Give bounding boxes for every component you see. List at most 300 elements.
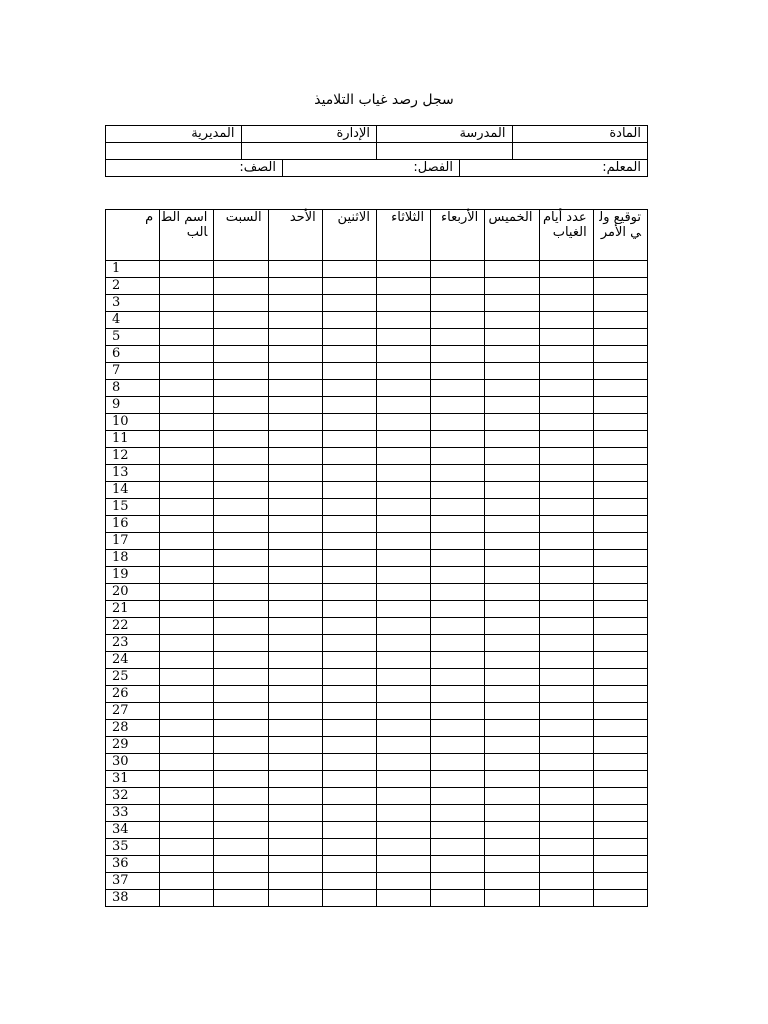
table-cell[interactable] <box>593 737 647 754</box>
table-cell[interactable] <box>431 567 485 584</box>
table-cell[interactable] <box>376 567 430 584</box>
table-cell[interactable] <box>322 567 376 584</box>
table-cell[interactable] <box>268 261 322 278</box>
table-cell[interactable] <box>268 363 322 380</box>
table-cell[interactable] <box>214 550 268 567</box>
table-cell[interactable] <box>431 329 485 346</box>
table-cell[interactable] <box>268 839 322 856</box>
table-cell[interactable] <box>539 346 593 363</box>
table-cell[interactable] <box>268 397 322 414</box>
table-cell[interactable] <box>376 261 430 278</box>
table-cell[interactable] <box>539 516 593 533</box>
table-cell[interactable] <box>539 295 593 312</box>
table-cell[interactable] <box>214 482 268 499</box>
school-value[interactable] <box>377 143 513 160</box>
table-cell[interactable] <box>160 261 214 278</box>
table-cell[interactable] <box>322 533 376 550</box>
table-cell[interactable] <box>214 652 268 669</box>
table-cell[interactable] <box>539 703 593 720</box>
table-cell[interactable] <box>268 380 322 397</box>
table-cell[interactable] <box>268 295 322 312</box>
table-cell[interactable] <box>376 720 430 737</box>
table-cell[interactable] <box>160 431 214 448</box>
table-cell[interactable] <box>593 754 647 771</box>
table-cell[interactable] <box>485 261 539 278</box>
table-cell[interactable] <box>485 686 539 703</box>
table-cell[interactable] <box>485 346 539 363</box>
table-cell[interactable] <box>268 754 322 771</box>
table-cell[interactable] <box>214 822 268 839</box>
table-cell[interactable] <box>268 652 322 669</box>
table-cell[interactable] <box>268 822 322 839</box>
administration-value[interactable] <box>241 143 377 160</box>
table-cell[interactable] <box>376 312 430 329</box>
table-cell[interactable] <box>431 635 485 652</box>
table-cell[interactable] <box>539 567 593 584</box>
table-cell[interactable] <box>160 329 214 346</box>
table-cell[interactable] <box>160 788 214 805</box>
table-cell[interactable] <box>268 805 322 822</box>
table-cell[interactable] <box>593 669 647 686</box>
table-cell[interactable] <box>485 312 539 329</box>
table-cell[interactable] <box>214 465 268 482</box>
table-cell[interactable] <box>214 448 268 465</box>
table-cell[interactable] <box>214 635 268 652</box>
table-cell[interactable] <box>376 635 430 652</box>
table-cell[interactable] <box>268 499 322 516</box>
table-cell[interactable] <box>214 363 268 380</box>
table-cell[interactable] <box>322 550 376 567</box>
table-cell[interactable] <box>322 686 376 703</box>
table-cell[interactable] <box>160 635 214 652</box>
table-cell[interactable] <box>431 771 485 788</box>
table-cell[interactable] <box>268 618 322 635</box>
table-cell[interactable] <box>485 397 539 414</box>
table-cell[interactable] <box>322 635 376 652</box>
table-cell[interactable] <box>160 295 214 312</box>
table-cell[interactable] <box>431 703 485 720</box>
table-cell[interactable] <box>160 839 214 856</box>
table-cell[interactable] <box>268 873 322 890</box>
table-cell[interactable] <box>322 754 376 771</box>
table-cell[interactable] <box>539 720 593 737</box>
table-cell[interactable] <box>322 771 376 788</box>
table-cell[interactable] <box>376 533 430 550</box>
table-cell[interactable] <box>431 312 485 329</box>
table-cell[interactable] <box>214 499 268 516</box>
table-cell[interactable] <box>485 890 539 907</box>
table-cell[interactable] <box>268 686 322 703</box>
table-cell[interactable] <box>431 397 485 414</box>
table-cell[interactable] <box>593 278 647 295</box>
table-cell[interactable] <box>593 312 647 329</box>
table-cell[interactable] <box>431 839 485 856</box>
table-cell[interactable] <box>431 856 485 873</box>
table-cell[interactable] <box>160 584 214 601</box>
table-cell[interactable] <box>214 720 268 737</box>
table-cell[interactable] <box>376 652 430 669</box>
table-cell[interactable] <box>485 567 539 584</box>
table-cell[interactable] <box>322 397 376 414</box>
table-cell[interactable] <box>322 448 376 465</box>
table-cell[interactable] <box>376 516 430 533</box>
table-cell[interactable] <box>376 686 430 703</box>
table-cell[interactable] <box>539 618 593 635</box>
table-cell[interactable] <box>322 618 376 635</box>
table-cell[interactable] <box>376 669 430 686</box>
table-cell[interactable] <box>376 431 430 448</box>
table-cell[interactable] <box>160 482 214 499</box>
table-cell[interactable] <box>376 380 430 397</box>
table-cell[interactable] <box>160 465 214 482</box>
table-cell[interactable] <box>268 771 322 788</box>
table-cell[interactable] <box>431 601 485 618</box>
table-cell[interactable] <box>431 499 485 516</box>
table-cell[interactable] <box>268 346 322 363</box>
table-cell[interactable] <box>431 754 485 771</box>
table-cell[interactable] <box>593 652 647 669</box>
table-cell[interactable] <box>160 890 214 907</box>
table-cell[interactable] <box>539 414 593 431</box>
table-cell[interactable] <box>376 397 430 414</box>
table-cell[interactable] <box>322 652 376 669</box>
table-cell[interactable] <box>593 431 647 448</box>
table-cell[interactable] <box>593 397 647 414</box>
table-cell[interactable] <box>160 703 214 720</box>
table-cell[interactable] <box>376 414 430 431</box>
table-cell[interactable] <box>268 431 322 448</box>
table-cell[interactable] <box>376 465 430 482</box>
table-cell[interactable] <box>214 856 268 873</box>
table-cell[interactable] <box>485 703 539 720</box>
table-cell[interactable] <box>322 312 376 329</box>
table-cell[interactable] <box>376 703 430 720</box>
table-cell[interactable] <box>322 414 376 431</box>
table-cell[interactable] <box>593 618 647 635</box>
table-cell[interactable] <box>539 499 593 516</box>
table-cell[interactable] <box>593 567 647 584</box>
table-cell[interactable] <box>593 346 647 363</box>
table-cell[interactable] <box>268 601 322 618</box>
table-cell[interactable] <box>322 669 376 686</box>
table-cell[interactable] <box>160 567 214 584</box>
table-cell[interactable] <box>160 601 214 618</box>
table-cell[interactable] <box>214 873 268 890</box>
table-cell[interactable] <box>431 516 485 533</box>
table-cell[interactable] <box>593 635 647 652</box>
table-cell[interactable] <box>160 822 214 839</box>
table-cell[interactable] <box>160 805 214 822</box>
table-cell[interactable] <box>431 414 485 431</box>
table-cell[interactable] <box>214 686 268 703</box>
table-cell[interactable] <box>214 414 268 431</box>
table-cell[interactable] <box>160 686 214 703</box>
table-cell[interactable] <box>268 414 322 431</box>
table-cell[interactable] <box>431 380 485 397</box>
table-cell[interactable] <box>214 312 268 329</box>
table-cell[interactable] <box>268 890 322 907</box>
table-cell[interactable] <box>214 380 268 397</box>
table-cell[interactable] <box>214 278 268 295</box>
table-cell[interactable] <box>485 805 539 822</box>
table-cell[interactable] <box>160 312 214 329</box>
table-cell[interactable] <box>376 618 430 635</box>
table-cell[interactable] <box>160 550 214 567</box>
table-cell[interactable] <box>322 329 376 346</box>
table-cell[interactable] <box>593 788 647 805</box>
table-cell[interactable] <box>376 499 430 516</box>
table-cell[interactable] <box>268 856 322 873</box>
table-cell[interactable] <box>539 448 593 465</box>
table-cell[interactable] <box>214 754 268 771</box>
table-cell[interactable] <box>431 652 485 669</box>
table-cell[interactable] <box>160 499 214 516</box>
table-cell[interactable] <box>539 397 593 414</box>
table-cell[interactable] <box>593 601 647 618</box>
table-cell[interactable] <box>485 601 539 618</box>
table-cell[interactable] <box>214 329 268 346</box>
table-cell[interactable] <box>539 278 593 295</box>
table-cell[interactable] <box>322 839 376 856</box>
table-cell[interactable] <box>485 737 539 754</box>
table-cell[interactable] <box>485 754 539 771</box>
table-cell[interactable] <box>485 278 539 295</box>
table-cell[interactable] <box>539 533 593 550</box>
table-cell[interactable] <box>593 261 647 278</box>
table-cell[interactable] <box>376 295 430 312</box>
table-cell[interactable] <box>160 618 214 635</box>
table-cell[interactable] <box>593 805 647 822</box>
table-cell[interactable] <box>539 890 593 907</box>
table-cell[interactable] <box>485 431 539 448</box>
table-cell[interactable] <box>539 686 593 703</box>
table-cell[interactable] <box>593 465 647 482</box>
table-cell[interactable] <box>539 380 593 397</box>
table-cell[interactable] <box>214 431 268 448</box>
table-cell[interactable] <box>322 584 376 601</box>
table-cell[interactable] <box>485 652 539 669</box>
table-cell[interactable] <box>160 516 214 533</box>
table-cell[interactable] <box>160 533 214 550</box>
table-cell[interactable] <box>160 669 214 686</box>
table-cell[interactable] <box>322 346 376 363</box>
table-cell[interactable] <box>376 329 430 346</box>
table-cell[interactable] <box>268 533 322 550</box>
table-cell[interactable] <box>485 856 539 873</box>
table-cell[interactable] <box>268 550 322 567</box>
table-cell[interactable] <box>322 822 376 839</box>
table-cell[interactable] <box>322 465 376 482</box>
table-cell[interactable] <box>322 788 376 805</box>
table-cell[interactable] <box>268 635 322 652</box>
table-cell[interactable] <box>593 533 647 550</box>
table-cell[interactable] <box>160 771 214 788</box>
table-cell[interactable] <box>322 261 376 278</box>
table-cell[interactable] <box>376 584 430 601</box>
table-cell[interactable] <box>322 805 376 822</box>
table-cell[interactable] <box>485 516 539 533</box>
table-cell[interactable] <box>539 788 593 805</box>
table-cell[interactable] <box>431 431 485 448</box>
table-cell[interactable] <box>485 873 539 890</box>
table-cell[interactable] <box>160 380 214 397</box>
table-cell[interactable] <box>322 295 376 312</box>
table-cell[interactable] <box>539 856 593 873</box>
table-cell[interactable] <box>214 805 268 822</box>
table-cell[interactable] <box>376 822 430 839</box>
table-cell[interactable] <box>485 771 539 788</box>
table-cell[interactable] <box>431 363 485 380</box>
table-cell[interactable] <box>268 465 322 482</box>
table-cell[interactable] <box>322 278 376 295</box>
table-cell[interactable] <box>376 448 430 465</box>
table-cell[interactable] <box>160 278 214 295</box>
table-cell[interactable] <box>160 754 214 771</box>
table-cell[interactable] <box>214 533 268 550</box>
table-cell[interactable] <box>593 363 647 380</box>
table-cell[interactable] <box>322 601 376 618</box>
table-cell[interactable] <box>593 380 647 397</box>
table-cell[interactable] <box>322 873 376 890</box>
table-cell[interactable] <box>322 516 376 533</box>
table-cell[interactable] <box>322 499 376 516</box>
table-cell[interactable] <box>376 805 430 822</box>
table-cell[interactable] <box>431 890 485 907</box>
table-cell[interactable] <box>431 448 485 465</box>
table-cell[interactable] <box>322 890 376 907</box>
table-cell[interactable] <box>431 278 485 295</box>
table-cell[interactable] <box>376 788 430 805</box>
table-cell[interactable] <box>268 669 322 686</box>
table-cell[interactable] <box>485 363 539 380</box>
table-cell[interactable] <box>214 601 268 618</box>
table-cell[interactable] <box>593 295 647 312</box>
table-cell[interactable] <box>160 448 214 465</box>
table-cell[interactable] <box>485 618 539 635</box>
table-cell[interactable] <box>539 465 593 482</box>
table-cell[interactable] <box>593 890 647 907</box>
table-cell[interactable] <box>376 601 430 618</box>
table-cell[interactable] <box>485 584 539 601</box>
table-cell[interactable] <box>376 873 430 890</box>
table-cell[interactable] <box>160 414 214 431</box>
table-cell[interactable] <box>214 890 268 907</box>
table-cell[interactable] <box>593 550 647 567</box>
table-cell[interactable] <box>431 618 485 635</box>
table-cell[interactable] <box>539 584 593 601</box>
table-cell[interactable] <box>376 754 430 771</box>
table-cell[interactable] <box>322 363 376 380</box>
table-cell[interactable] <box>322 431 376 448</box>
table-cell[interactable] <box>214 669 268 686</box>
table-cell[interactable] <box>431 550 485 567</box>
table-cell[interactable] <box>214 737 268 754</box>
table-cell[interactable] <box>539 601 593 618</box>
table-cell[interactable] <box>376 890 430 907</box>
table-cell[interactable] <box>593 482 647 499</box>
table-cell[interactable] <box>485 482 539 499</box>
table-cell[interactable] <box>376 482 430 499</box>
table-cell[interactable] <box>322 737 376 754</box>
table-cell[interactable] <box>431 482 485 499</box>
table-cell[interactable] <box>485 329 539 346</box>
table-cell[interactable] <box>268 720 322 737</box>
subject-value[interactable] <box>512 143 648 160</box>
table-cell[interactable] <box>485 448 539 465</box>
table-cell[interactable] <box>160 652 214 669</box>
table-cell[interactable] <box>268 567 322 584</box>
table-cell[interactable] <box>268 703 322 720</box>
table-cell[interactable] <box>268 312 322 329</box>
table-cell[interactable] <box>431 822 485 839</box>
table-cell[interactable] <box>214 618 268 635</box>
table-cell[interactable] <box>322 380 376 397</box>
table-cell[interactable] <box>539 363 593 380</box>
table-cell[interactable] <box>593 839 647 856</box>
table-cell[interactable] <box>214 771 268 788</box>
table-cell[interactable] <box>214 346 268 363</box>
table-cell[interactable] <box>539 652 593 669</box>
table-cell[interactable] <box>214 295 268 312</box>
table-cell[interactable] <box>593 414 647 431</box>
table-cell[interactable] <box>593 686 647 703</box>
table-cell[interactable] <box>485 380 539 397</box>
table-cell[interactable] <box>539 482 593 499</box>
table-cell[interactable] <box>539 754 593 771</box>
table-cell[interactable] <box>214 397 268 414</box>
table-cell[interactable] <box>593 516 647 533</box>
table-cell[interactable] <box>539 805 593 822</box>
table-cell[interactable] <box>268 516 322 533</box>
table-cell[interactable] <box>539 669 593 686</box>
table-cell[interactable] <box>539 822 593 839</box>
table-cell[interactable] <box>214 788 268 805</box>
table-cell[interactable] <box>160 720 214 737</box>
table-cell[interactable] <box>431 737 485 754</box>
table-cell[interactable] <box>593 329 647 346</box>
table-cell[interactable] <box>593 856 647 873</box>
table-cell[interactable] <box>268 737 322 754</box>
table-cell[interactable] <box>214 703 268 720</box>
table-cell[interactable] <box>485 499 539 516</box>
table-cell[interactable] <box>376 346 430 363</box>
table-cell[interactable] <box>539 431 593 448</box>
table-cell[interactable] <box>160 397 214 414</box>
table-cell[interactable] <box>268 482 322 499</box>
table-cell[interactable] <box>431 584 485 601</box>
table-cell[interactable] <box>214 567 268 584</box>
table-cell[interactable] <box>485 720 539 737</box>
table-cell[interactable] <box>485 635 539 652</box>
table-cell[interactable] <box>431 788 485 805</box>
table-cell[interactable] <box>268 278 322 295</box>
table-cell[interactable] <box>431 873 485 890</box>
table-cell[interactable] <box>376 363 430 380</box>
table-cell[interactable] <box>485 839 539 856</box>
table-cell[interactable] <box>485 669 539 686</box>
table-cell[interactable] <box>593 448 647 465</box>
table-cell[interactable] <box>376 550 430 567</box>
table-cell[interactable] <box>593 584 647 601</box>
table-cell[interactable] <box>376 737 430 754</box>
table-cell[interactable] <box>214 584 268 601</box>
table-cell[interactable] <box>268 788 322 805</box>
table-cell[interactable] <box>160 873 214 890</box>
table-cell[interactable] <box>214 261 268 278</box>
table-cell[interactable] <box>539 550 593 567</box>
table-cell[interactable] <box>376 839 430 856</box>
table-cell[interactable] <box>539 839 593 856</box>
